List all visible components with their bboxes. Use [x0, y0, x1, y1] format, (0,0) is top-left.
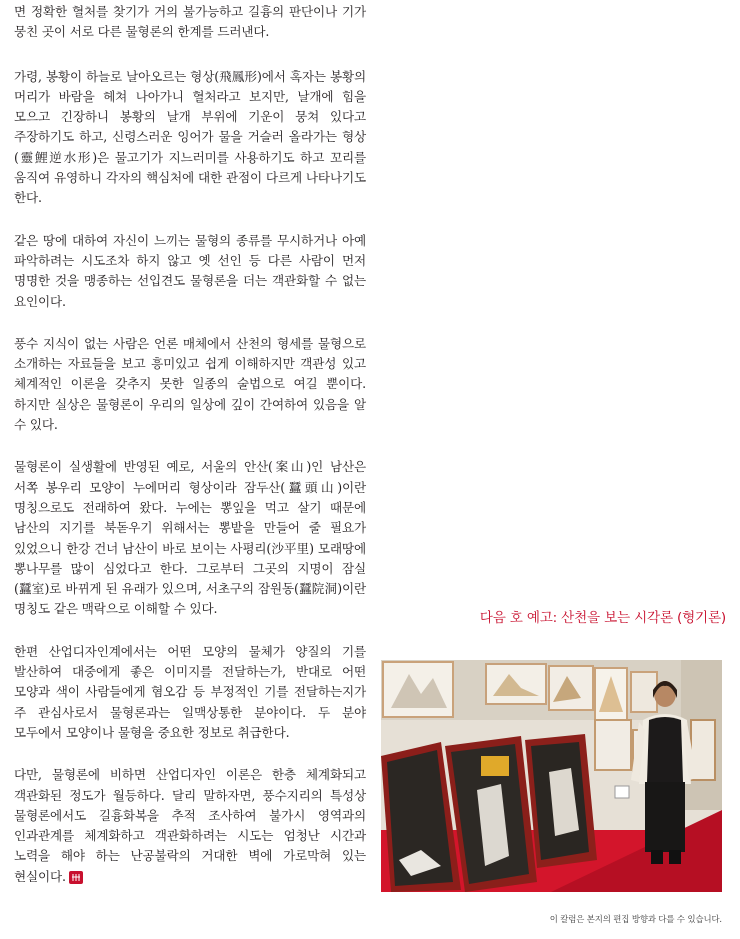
exhibition-photo: [381, 660, 722, 892]
end-mark-icon: [69, 871, 83, 884]
article-paragraph-6: 한편 산업디자인계에서는 어떤 모양의 물체가 양질의 기를 발산하여 대중에게 좋은 이미지를 전달하는가, 반대로 어떤 모양과 색이 사람들에게 혐오감 등 부정적인 기를 전달하는지가 주 관심사로서 물형론과는 일맥상통한 분야이다. 두 분야 모두에서 모양이나 물형을 중요한 정보로 취급한다.: [14, 643, 366, 740]
next-issue-preview: 다음 호 예고: 산천을 보는 시각론 (형기론): [479, 610, 726, 626]
article-paragraph-4: 풍수 지식이 없는 사람은 언론 매체에서 산천의 형세를 물형으로 소개하는 자료들을 보고 흥미있고 쉽게 이해하지만 객관성 있고 체계적인 이론을 갖추지 못한 일종의 술법으로 여길 뿐이다. 하지만 실상은 물형론이 우리의 일상에 깊이 간여하여 있음을 알 수 있다.: [14, 335, 366, 433]
article-paragraph-1: 면 정확한 혈처를 찾기가 거의 불가능하고 길흉의 판단이나 기가 뭉친 곳이 서로 다른 물형론의 한계를 드러낸다.: [14, 4, 366, 40]
editorial-footnote: 이 칼럼은 본지의 편집 방향과 다를 수 있습니다.: [549, 914, 722, 924]
article-paragraph-5: 물형론이 실생활에 반영된 예로, 서울의 안산(案山)인 남산은 서쪽 봉우리 모양이 누에머리 형상이라 잠두산(蠶頭山)이란 명칭으로도 전래하여 왔다. 누에는 뽕잎을 먹고 살기 때문에 남산의 지기를 북돋우기 위해서는 뽕밭을 만들어 줄 필요가 있었으니 한강 건너 남산이 바로 보이는 사평리(沙平里) 모래땅에 뽕나무를 많이 심었다고 한다. 그로부터 그곳의 지명이 잠실(蠶室)로 바뀌게 된 유래가 있으며, 서초구의 잠원동(蠶院洞)이란 명칭도 같은 맥락으로 이해할 수 있다.: [14, 459, 366, 617]
article-column: [14, 2, 366, 909]
article-paragraph-2: 가령, 봉황이 하늘로 날아오르는 형상(飛鳳形)에서 혹자는 봉황의 머리가 바람을 헤쳐 나아가니 혈처라고 보지만, 날개에 힘을 모으고 긴장하니 봉황의 날개 부위에 기운이 뭉쳐 있다고 주장하기도 하고, 신령스러운 잉어가 물을 거슬러 올라가는 형상(靈鯉逆水形)은 물고기가 지느러미를 사용하기도 하고 꼬리를 움직여 유영하니 각자의 핵심처에 대한 관점이 다르게 나타나기도 한다.: [14, 68, 366, 206]
article-paragraph-7-text: 다만, 물형론에 비하면 산업디자인 이론은 한층 체계화되고 객관화된 정도가 월등하다. 달리 말하자면, 풍수지리의 특성상 물형론에서도 길흉화복을 추적 조사하여 불가시 영역과의 인과관계를 체계화하고 객관화하려는 시도는 엄청난 시간과 노력을 해야 하는 난공불락의 거대한 벽에 가로막혀 있는 현실이다.: [14, 767, 366, 884]
article-paragraph-7: [14, 765, 366, 887]
article-paragraph-3: 같은 땅에 대하여 자신이 느끼는 물형의 종류를 무시하거나 아예 파악하려는 시도조차 하지 않고 옛 선인 등 다른 사람이 먼저 명명한 것을 맹종하는 선입견도 물형론을 더는 객관화할 수 없는 요인이다.: [14, 232, 366, 309]
